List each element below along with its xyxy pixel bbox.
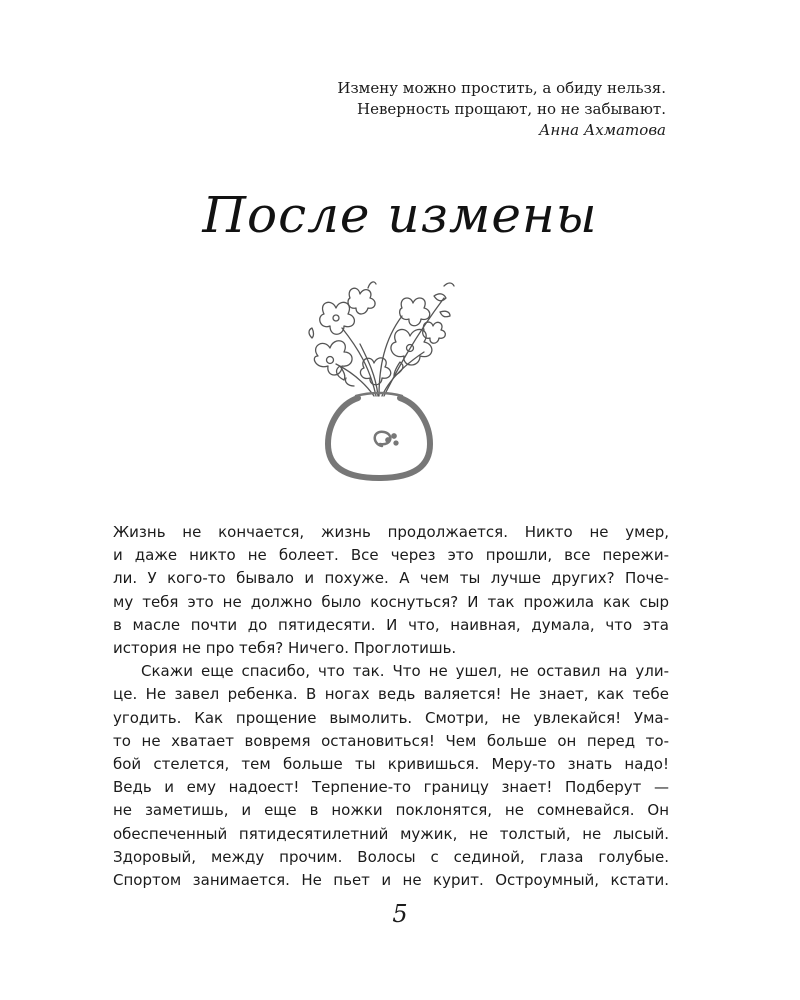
text-line: в масле почти до пятидесяти. И что, наивная, думала, что эта bbox=[113, 615, 669, 634]
text-line: история не про тебя? Ничего. Проглотишь. bbox=[113, 639, 457, 658]
text-line: Скажи еще спасибо, что так. Что не ушел, не оставил на ули- bbox=[141, 662, 669, 681]
epigraph-line: Неверность прощают, но не забывают. bbox=[356, 100, 666, 118]
chapter-title: После измены bbox=[202, 186, 598, 244]
epigraph-author: Анна Ахматова bbox=[539, 121, 666, 139]
flower-vase-icon bbox=[284, 268, 474, 483]
text-line: бой стелется, тем больше ты кривишься. Меру-то знать надо! bbox=[113, 755, 669, 774]
text-line: ли. У кого-то бывало и похуже. А чем ты лучше других? Поче- bbox=[113, 569, 669, 588]
text-line: Жизнь не кончается, жизнь продолжается. Никто не умер, bbox=[113, 523, 669, 541]
text-line: це. Не завел ребенка. В ногах ведь валяется! Не знает, как тебе bbox=[113, 685, 669, 704]
text-line: угодить. Как прощение вымолить. Смотри, не увлекайся! Ума- bbox=[113, 708, 669, 727]
page-number: 5 bbox=[392, 900, 408, 928]
epigraph-line: Измену можно простить, а обиду нельзя. bbox=[337, 79, 666, 97]
text-line: и даже никто не болеет. Все через это прошли, все пережи- bbox=[113, 546, 669, 565]
text-line: не заметишь, и еще в ножки поклонятся, не сомневайся. Он bbox=[113, 801, 669, 820]
text-line: то не хватает вовремя остановиться! Чем больше он перед то- bbox=[113, 731, 669, 750]
text-line: Спортом занимается. Не пьет и не курит. Остроумный, кстати. bbox=[113, 871, 669, 890]
body-text bbox=[113, 521, 669, 892]
text-line: Здоровый, между прочим. Волосы с сединой, глаза голубые. bbox=[113, 847, 669, 866]
text-line: му тебя это не должно было коснуться? И так прожила как сыр bbox=[113, 592, 669, 611]
text-line: обеспеченный пятидесятилетний мужик, не толстый, не лысый. bbox=[113, 824, 669, 843]
text-line: Ведь и ему надоест! Терпение-то границу знает! Подберут — bbox=[113, 778, 669, 797]
epigraph bbox=[337, 78, 666, 141]
